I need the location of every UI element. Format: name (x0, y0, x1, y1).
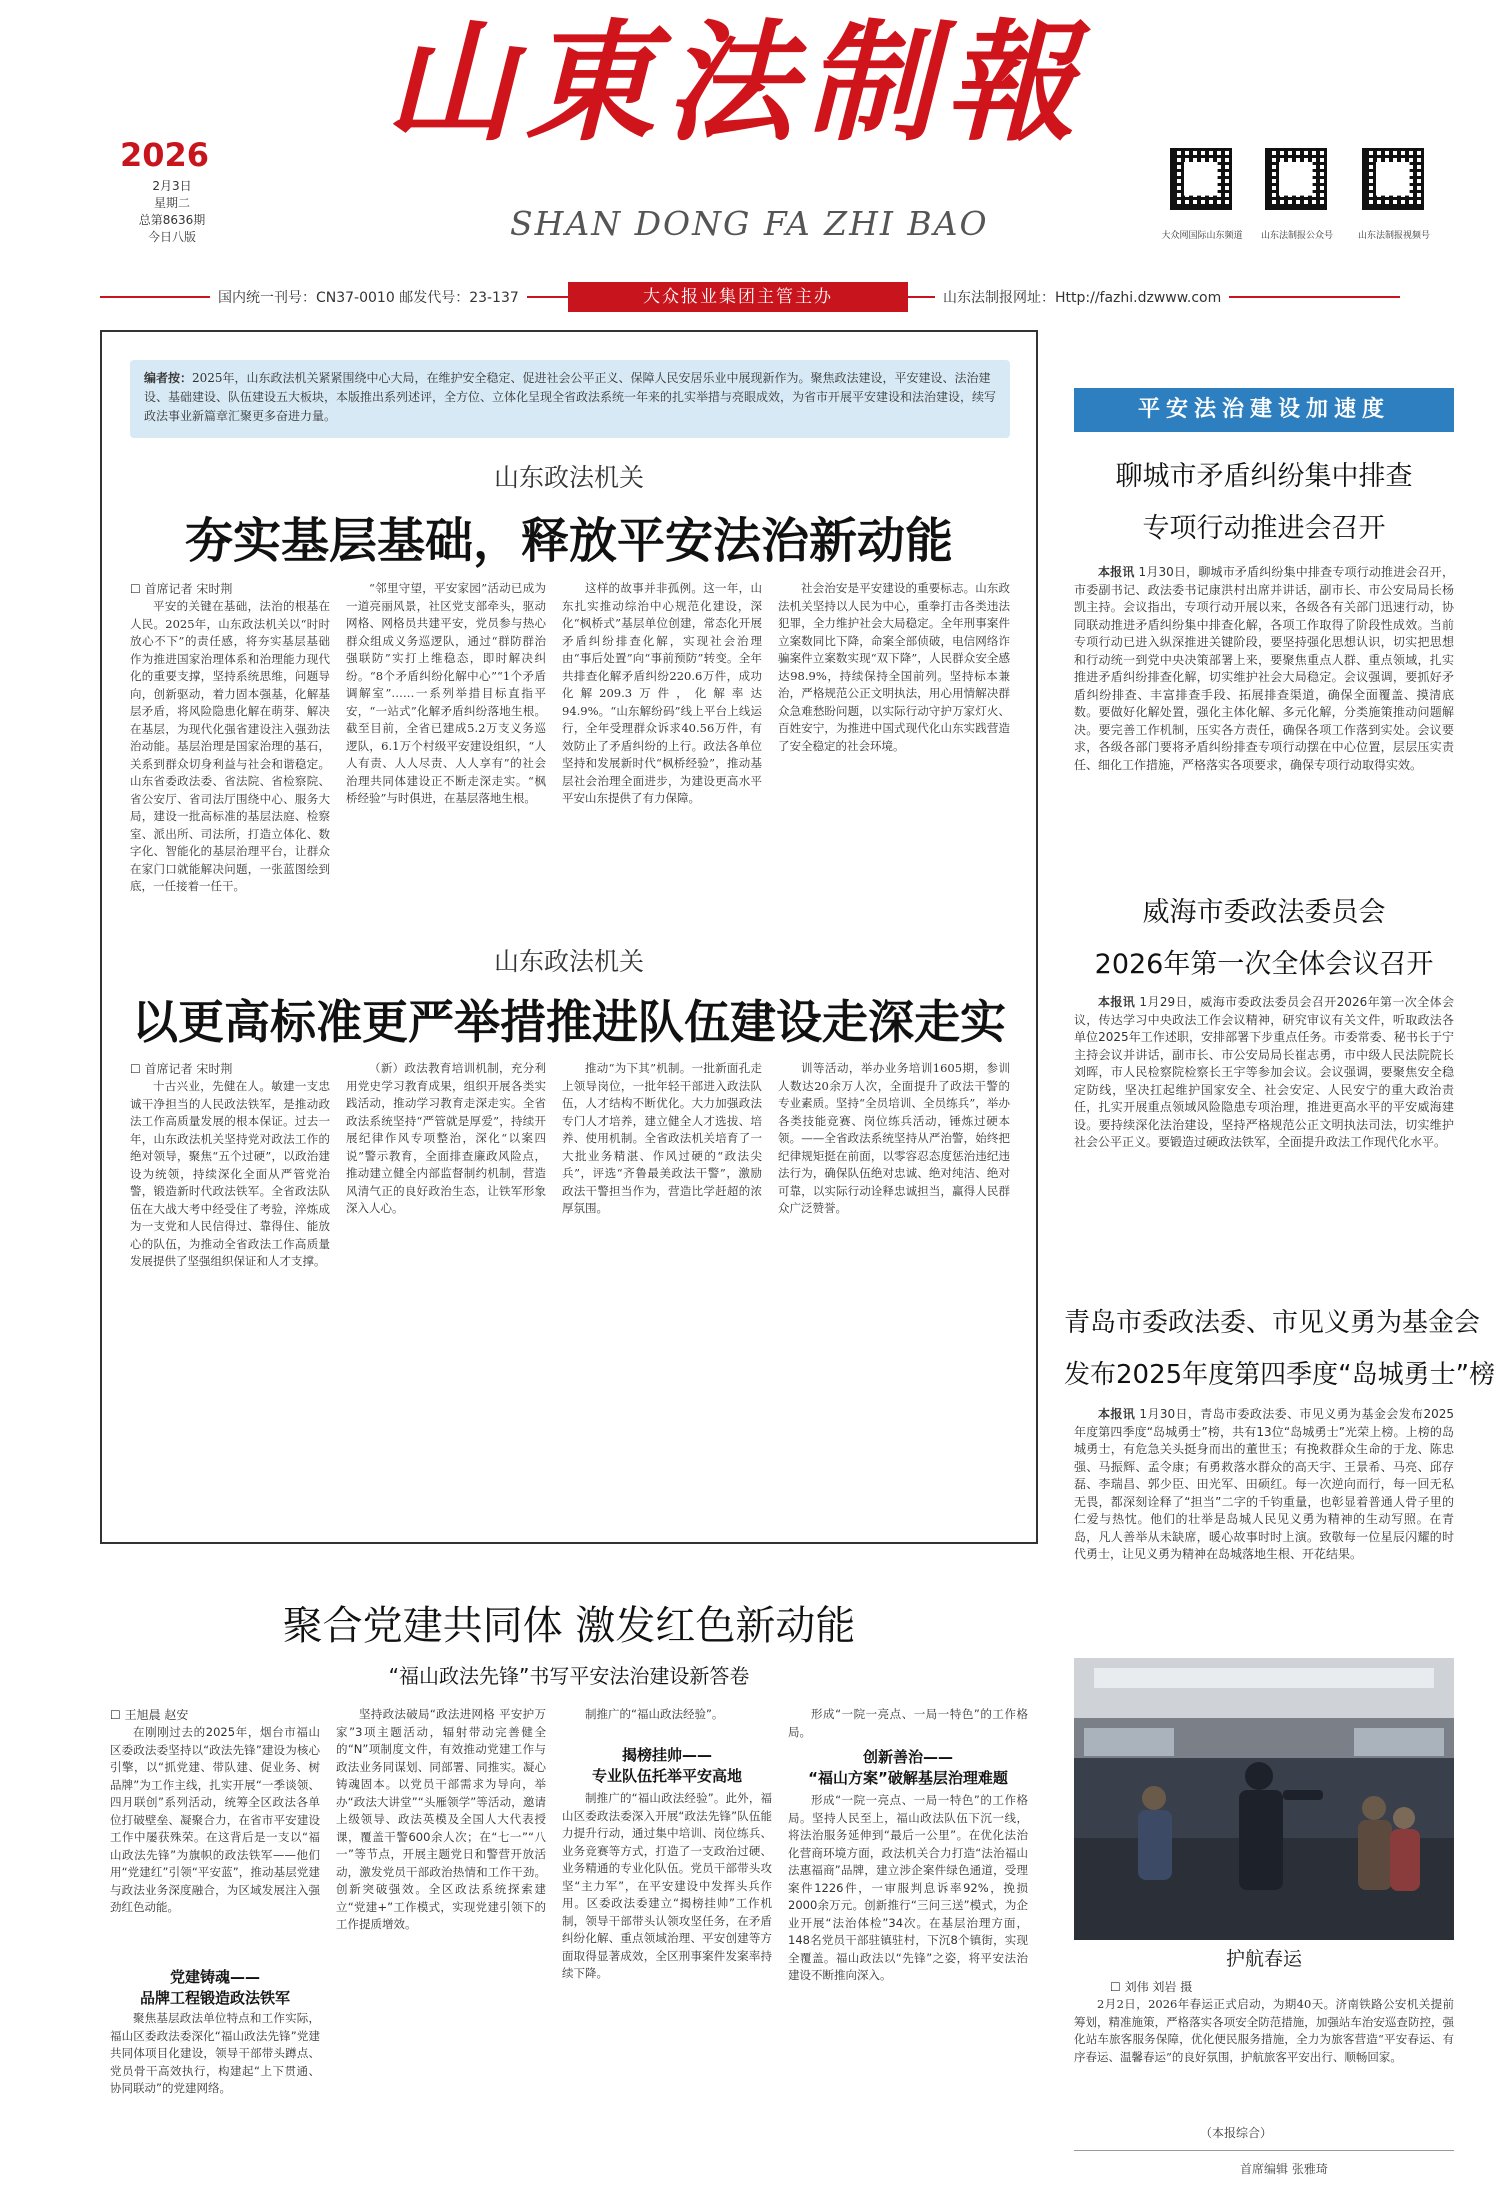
article1-column-4: 社会治安是平安建设的重要标志。山东政法机关坚持以人民为中心，重拳打击各类违法犯罪，全力维护社会大局稳定。全年刑事案件立案数同比下降，命案全部侦破，电信网络诈骗案件立案数实现“双下降”，人民群众安全感达98.9%，持续保持全国前列。坚持标本兼治，严格规范公正文明执法，用心用情解决群众急难愁盼问题，以实际行动守护万家灯火、百姓安宁，为推进中国式现代化山东实践营造了安全稳定的社会环境。 (778, 581, 1010, 753)
issue-pages: 今日八版 (147, 230, 196, 244)
qr-code-2[interactable] (1265, 148, 1327, 210)
article1-kicker: 山东政法机关 (493, 463, 644, 492)
sidebar-section-band: 平安法治建设加速度 (1074, 388, 1454, 432)
article3-column-1b: 聚焦基层政法单位特点和工作实际，福山区委政法委深化“福山政法先锋”党建共同体项目化建设，领导干部带头蹲点、党员骨干高效执行，构建起“上下贯通、协同联动”的党建网络。 (110, 2011, 320, 2095)
article1-column-2: “邻里守望，平安家园”活动已成为一道亮丽风景，社区党支部牵头，驱动网格、网格员共建平安，党员参与热心群众组成义务巡逻队，通过“群防群治强联防”实打上维稳态，即时解决纠纷。“8个矛盾纠纷化解中心”“1个矛盾调解室”……一系列举措目标直指平安，“一站式”化解矛盾纠纷落地生根。截至目前，全省已建成5.2万支义务巡逻队，6.1万个村级平安建设组织，“人人有责、人人尽责、人人享有”的社会治理共同体建设正不断走深走实。“枫桥经验”与时俱进，在基层落地生根。 (346, 581, 546, 805)
article2-column-1: 十古兴业，先健在人。敏建一支忠诚干净担当的人民政法铁军，是推动政法工作高质量发展的根本保证。过去一年，山东政法机关坚持党对政法工作的绝对领导，聚焦“五个过硬”，以政治建设为统领，持续深化全面从严管党治警，锻造新时代政法铁军。全省政法队伍在大战大考中经受住了考验，淬炼成为一支党和人民信得过、靠得住、能放心的队伍，为推动全省政法工作高质量发展提供了坚强组织保证和人才支撑。 (130, 1079, 330, 1268)
sidebar-news1-headline-2[interactable]: 专项行动推进会召开 (1142, 513, 1386, 544)
article3-section-head-1: 党建铸魂—— 品牌工程锻造政法铁军 (139, 1968, 290, 2007)
article3-column-4: 形成“一院一亮点、一局一特色”的工作格局。坚持人民至上，福山政法队伍下沉一线，将法治服务延伸到“最后一公里”。在优化法治化营商环境方面，政法机关合力打造“法治福山 法惠福商”品牌，建立涉企案件绿色通道，受理案件1226件，一审服判息诉率92%，挽损2000余万元。创新推行“三问三送”模式，为企业开展“法治体检”34次。在基层治理方面，148名党员干部驻镇驻村，下沉8个镇街，实现全覆盖。福山政法以“先锋”之姿，将平安法治建设不断推向深入。 (788, 1793, 1028, 1982)
sidebar-news3-body: 本报讯 1月30日，青岛市委政法委、市见义勇为基金会发布2025年度第四季度“岛城勇士”榜，共有13位“岛城勇士”光荣上榜。上榜的岛城勇士，有危急关头挺身而出的董世玉；有挽救群众生命的于龙、陈忠强、马振辉、孟令康；有勇救落水群众的高天宇、王景希、马亮、邱存磊、李瑞昌、郭少臣、田光军、田硕红。每一次逆向而行，每一回无私无畏，都深刻诠释了“担当”二字的千钧重量，也彰显着普通人骨子里的仁爱与热忱。他们的壮举是岛城人民见义勇为精神的生动写照。在青岛，凡人善举从未缺席，暖心故事时时上演。致敬每一位星辰闪耀的时代勇士，让见义勇为精神在岛城落地生根、开花结果。 (1074, 1407, 1454, 1561)
sidebar-news3-headline-2[interactable]: 发布2025年度第四季度“岛城勇士”榜 (1064, 1360, 1496, 1390)
article3-column-1: 在刚刚过去的2025年，烟台市福山区委政法委坚持以“政法先锋”建设为核心引擎，以“抓党建、带队建、促业务、树品牌”为工作主线，扎实开展“一季谈领、四月联创”系列活动，统筹全区政法各单位打破壁垒、凝聚合力，在省市平安建设工作中屡获殊荣。在这背后是一支以“福山政法先锋”为旗帜的政法铁军——他们用“党建红”引领“平安蓝”，推动基层党建与政法业务深度融合，为区域发展注入强劲红色动能。 (110, 1725, 320, 1914)
masthead (0, 0, 1500, 300)
editor-note (130, 360, 1010, 438)
article3-column-3a: 制推广的“福山政法经验”。 (585, 1707, 724, 1721)
photo-caption: 护航春运 (1225, 1948, 1302, 1970)
article3-column-4a: 形成“一院一亮点、一局一特色”的工作格局。 (788, 1707, 1028, 1739)
qr-label-2: 山东法制报公众号 (1260, 231, 1333, 241)
article3-section-head-2: 揭榜挂帅—— 专业队伍托举平安高地 (591, 1746, 742, 1785)
photo-credit: ☐ 刘伟 刘岩 摄 (1110, 1980, 1193, 1994)
article2-column-3: 推动“为下其”机制。一批新面孔走上领导岗位，一批年轻干部进入政法队伍，人才结构不断优化。大力加强政法专门人才培养，建立健全人才选拔、培养、使用机制。全省政法机关培育了一大批业务精湛、作风过硬的“政法尖兵”，评选“齐鲁最美政法干警”，激励政法干警担当作为，营造比学赶超的浓厚氛围。 (562, 1061, 762, 1215)
article3-byline: ☐ 王旭晨 赵安 (110, 1708, 189, 1722)
website-link[interactable]: 山东法制报网址：Http://fazhi.dzwww.com (935, 287, 1229, 307)
newspaper-pinyin: SHAN DONG FA ZHI BAO (510, 204, 989, 243)
article3-column-2: 坚持政法破局“政法进网格 平安护万家”3项主题活动，辐射带动完善健全的“N”项制度文件，有效推动党建工作与政法业务同谋划、同部署、同推实。凝心铸魂固本。以党员干部需求为导向，举办“政法大讲堂”“头雁领学”等活动，邀请上级领导、政法英模及全国人大代表授课，覆盖干警600余人次；在“七一”“八一”等节点，开展主题党日和警营开放活动，激发党员干部政治热情和工作干劲。创新突破强效。全区政法系统探索建立“党建+”工作模式，实现党建引领下的工作提质增效。 (336, 1707, 546, 1931)
editor-credit: 首席编辑 张雅琦 (1240, 2162, 1328, 2176)
issue-year: 2026 (120, 136, 210, 174)
article3-section-head-3: 创新善治—— “福山方案”破解基层治理难题 (808, 1748, 1008, 1787)
photo-text: 2月2日，2026年春运正式启动，为期40天。济南铁路公安机关提前筹划，精准施策，严格落实各项安全防范措施，加强站车治安巡查防控，强化站车旅客服务保障，优化便民服务措施，全力为旅客营造“平安春运、有序春运、温馨春运”的良好氛围，护航旅客平安出行、顺畅回家。 (1074, 1997, 1454, 2064)
article1-headline[interactable]: 夯实基层基础，释放平安法治新动能 (184, 513, 953, 569)
qr-label-1: 大众网国际山东频道 (1161, 231, 1243, 241)
article2-headline[interactable]: 以更高标准更严举措推进队伍建设走深走实 (132, 995, 1006, 1049)
sidebar-news2-headline-2[interactable]: 2026年第一次全体会议召开 (1094, 949, 1434, 980)
sidebar-news1-headline-1[interactable]: 聊城市矛盾纠纷集中排查 (1115, 461, 1413, 492)
article1-column-3: 这样的故事并非孤例。这一年，山东扎实推动综治中心规范化建设，深化“枫桥式”基层单位创建，常态化开展矛盾纠纷排查化解，实现社会治理由“事后处置”向“事前预防”转变。全年共排查化解矛盾纠纷220.6万件，成功化解209.3万件，化解率达94.9%。“山东解纷码”线上平台上线运行，全年受理群众诉求40.56万件，有效防止了矛盾纠纷的上行。政法各单位坚持和发展新时代“枫桥经验”，推动基层社会治理全面进步，为建设更高水平平安山东提供了有力保障。 (562, 581, 762, 805)
editor-note-label: 编者按： (144, 371, 193, 385)
sidebar-news2-body: 本报讯 1月29日，威海市委政法委员会召开2026年第一次全体会议，传达学习中央政法工作会议精神，研究审议有关文件，听取政法各单位2025年工作述职，安排部署下步重点任务。市委常委、秘书长于宁主持会议并讲话，副市长、市公安局局长崔志勇，市中级人民法院院长刘晖，市人民检察院检察长王宇等参加会议。会议强调，要聚焦安全稳定防线，坚决扛起维护国家安全、社会安定、人民安宁的重大政治责任，扎实开展重点领域风险隐患专项治理，推进更高水平的平安威海建设。要持续深化法治建设，坚持严格规范公正文明执法司法，切实维护社会公平正义。要锻造过硬政法铁军，全面提升政法工作现代化水平。 (1074, 995, 1454, 1149)
article2-column-2: （新）政法教育培训机制，充分利用党史学习教育成果，组织开展各类实践活动，推动学习教育走深走实。全省政法系统坚持“严管就是厚爱”，持续开展纪律作风专项整治，深化“以案四说”警示教育，全面排查廉政风险点，推动建立健全内部监督制约机制，营造风清气正的良好政治生态，让铁军形象深入人心。 (346, 1061, 546, 1215)
article2-byline: ☐ 首席记者 宋时荆 (130, 1062, 233, 1076)
issue-date: 2月3日 (152, 179, 192, 193)
info-bar (0, 282, 1500, 312)
sidebar-news2-headline-1[interactable]: 威海市委政法委员会 (1142, 897, 1386, 928)
article1-column-1: 平安的关键在基础，法治的根基在人民。2025年，山东政法机关以“时时放心不下”的责任感，将夯实基层基础作为推进国家治理体系和治理能力现代化的重要支撑，坚持系统思维，问题导向，创新驱动，着力固本强基，化解基层矛盾，将风险隐患化解在萌芽、解决在基层，为现代化强省建设注入强劲法治动能。基层治理是国家治理的基石，关系到群众切身利益与社会和谐稳定。山东省委政法委、省法院、省检察院、省公安厅、省司法厅围绕中心、服务大局，建设一批高标准的基层法庭、检察室、派出所、司法所，打造立体化、数字化、智能化的基层治理平台，让群众在家门口就能解决问题，一张蓝图绘到底，一任接着一任干。 (130, 599, 330, 893)
train-station-photo[interactable] (1074, 1658, 1454, 1940)
qr-code-1[interactable] (1170, 148, 1232, 210)
article3-subhead: “福山政法先锋”书写平安法治建设新答卷 (388, 1664, 750, 1688)
qr-label-3: 山东法制报视频号 (1357, 231, 1430, 241)
qr-code-3[interactable] (1362, 148, 1424, 210)
article1-byline: ☐ 首席记者 宋时荆 (130, 582, 233, 596)
article3-column-3: 制推广的“福山政法经验”。此外，福山区委政法委深入开展“政法先锋”队伍能力提升行动，通过集中培训、岗位练兵、业务竞赛等方式，打造了一支政治过硬、业务精通的专业化队伍。党员干部带头攻坚“主力军”，在平安建设中发挥头兵作用。区委政法委建立“揭榜挂帅”工作机制，领导干部带头认领攻坚任务，在矛盾纠纷化解、重点领域治理、平安创建等方面取得显著成效，全区刑事案件发案率持续下降。 (562, 1791, 772, 1980)
issue-weekday: 星期二 (153, 196, 190, 210)
issue-number: 总第8636期 (138, 213, 206, 227)
footer-divider (1074, 2150, 1454, 2151)
photo-illustration (1074, 1658, 1454, 1940)
sidebar-news1-body: 本报讯 1月30日，聊城市矛盾纠纷集中排查专项行动推进会召开，市委副书记、政法委书记康洪村出席并讲话，副市长、市公安局局长杨凯主持。会议指出，专项行动开展以来，各级各有关部门迅速行动，协同联动推进矛盾纠纷集中排查化解，各项工作取得了阶段性成效。当前专项行动已进入纵深推进关键阶段，要坚持强化思想认识，切实把思想和行动统一到党中央决策部署上来，要聚焦重点人群、重点领域，扎实推进矛盾纠纷排查化解，切实维护社会大局稳定。会议强调，要抓好矛盾纠纷排查、丰富排查手段、拓展排查渠道，确保全面覆盖、摸清底数。要做好化解处置，强化主体化解、多元化解，分类施策推动问题解决。要完善工作机制，压实各方责任，确保各项工作落到实处。会议要求，各级各部门要将矛盾纠纷排查专项行动摆在中心位置，层层压实责任、细化工作措施，严格落实各项要求，确保专项行动取得实效。 (1074, 565, 1454, 772)
editor-note-text: 2025年，山东政法机关紧紧围绕中心大局，在维护安全稳定、促进社会公平正义、保障人民安居乐业中展现新作为。聚焦政法建设，平安建设、法治建设、基础建设、队伍建设五大板块，本版推出系列述评，全方位、立体化呈现全省政法系统一年来的扎实举措与亮眼成效，为省市开展平安建设和法治建设，续写政法事业新篇章汇聚更多奋进力量。 (144, 371, 997, 423)
publication-info: 国内统一刊号：CN37-0010 邮发代号：23-137 (210, 287, 527, 307)
sidebar-news3-headline-1[interactable]: 青岛市委政法委、市见义勇为基金会 (1064, 1308, 1481, 1338)
sponsor-banner: 大众报业集团主管主办 (568, 282, 908, 312)
article2-column-4: 训等活动，举办业务培训1605期，参训人数达20余万人次，全面提升了政法干警的专业素质。坚持“全员培训、全员练兵”，举办各类技能竞赛、岗位练兵活动，锤炼过硬本领。——全省政法系统坚持从严治警，始终把纪律规矩挺在前面，以零容忍态度惩治违纪违法行为，确保队伍绝对忠诚、绝对纯洁、绝对可靠，以实际行动诠释忠诚担当，赢得人民群众广泛赞誉。 (778, 1061, 1010, 1215)
source-note: （本报综合） (1200, 2126, 1273, 2140)
article2-kicker: 山东政法机关 (493, 947, 644, 976)
article3-headline[interactable]: 聚合党建共同体 激发红色新动能 (282, 1603, 856, 1649)
newspaper-title: 山東法制報 (385, 6, 1086, 159)
